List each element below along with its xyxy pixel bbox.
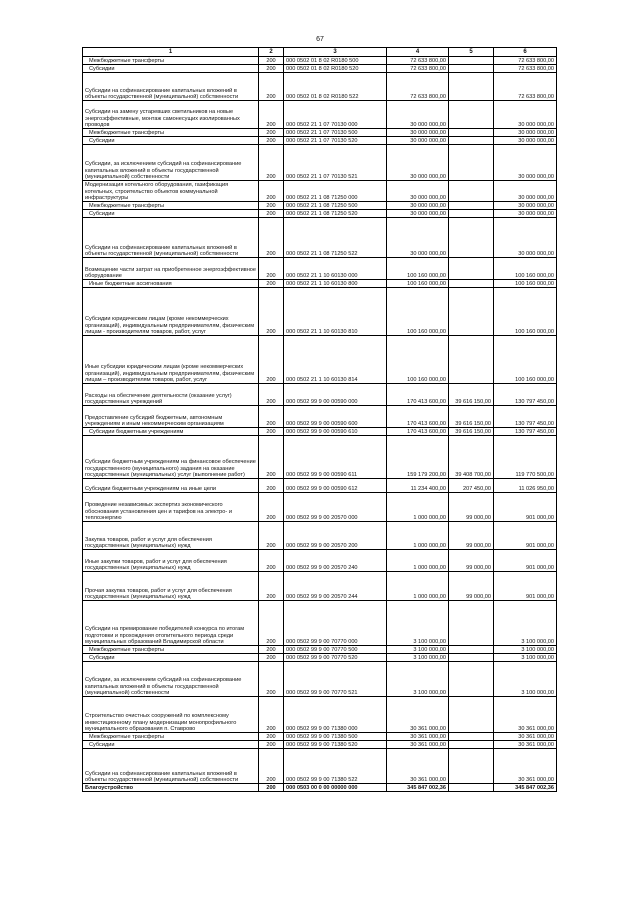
row-budget-code: 000 0502 99 9 00 20570 240 — [284, 550, 387, 572]
table-row — [83, 137, 557, 145]
row-name: Субсидии — [83, 210, 259, 218]
row-budget-code: 000 0502 21 1 08 71250 520 — [284, 210, 387, 218]
table-row — [83, 73, 557, 101]
row-name: Возмещение части затрат на приобретенное энергоэффективное оборудование — [83, 258, 259, 280]
row-amount-total: 3 100 000,00 — [387, 601, 449, 646]
budget-table — [82, 47, 557, 792]
row-amount-col6: 901 000,00 — [494, 572, 557, 601]
table-row — [83, 697, 557, 733]
row-name: Предоставление субсидий бюджетным, автономным учреждениям и иным некоммерческим организациям — [83, 406, 259, 428]
row-amount-total: 100 160 000,00 — [387, 280, 449, 288]
row-budget-code: 000 0502 99 9 00 00590 612 — [284, 479, 387, 493]
row-budget-code: 000 0502 21 1 07 70130 521 — [284, 145, 387, 181]
row-amount-col6: 119 770 500,00 — [494, 436, 557, 479]
row-amount-col5 — [449, 280, 494, 288]
row-budget-code: 000 0502 21 1 10 60130 810 — [284, 288, 387, 336]
row-amount-total: 170 413 600,00 — [387, 384, 449, 406]
row-amount-total: 11 234 400,00 — [387, 479, 449, 493]
row-admin-code: 200 — [259, 181, 284, 202]
row-amount-total: 3 100 000,00 — [387, 654, 449, 662]
row-amount-total: 30 361 000,00 — [387, 697, 449, 733]
table-row — [83, 733, 557, 741]
row-name: Субсидии на софинансирование капитальных вложений в объекты государственной (муниципальной) собственности — [83, 73, 259, 101]
row-amount-total: 30 000 000,00 — [387, 181, 449, 202]
row-amount-col5 — [449, 65, 494, 73]
row-budget-code: 000 0502 99 9 00 20570 200 — [284, 522, 387, 550]
row-amount-col6: 130 797 450,00 — [494, 384, 557, 406]
table-row — [83, 258, 557, 280]
table-row — [83, 129, 557, 137]
row-admin-code: 200 — [259, 493, 284, 522]
table-row — [83, 406, 557, 428]
row-budget-code: 000 0502 99 9 00 70770 520 — [284, 654, 387, 662]
row-admin-code: 200 — [259, 479, 284, 493]
row-budget-code: 000 0502 99 9 00 00590 600 — [284, 406, 387, 428]
table-row — [83, 280, 557, 288]
row-name: Проведение независимых экспертиз экономического обоснования установления цен и тарифов на электро- и теплоэнергию — [83, 493, 259, 522]
table-row — [83, 181, 557, 202]
row-amount-col6: 100 160 000,00 — [494, 336, 557, 384]
row-name: Субсидии бюджетным учреждениям на финансовое обеспечение государственного (муниципального) задания на оказание государственных (муниципальных) услуг (выполнение работ) — [83, 436, 259, 479]
row-amount-col5: 39 616 150,00 — [449, 428, 494, 436]
table-row — [83, 479, 557, 493]
row-name: Межбюджетные трансферты — [83, 129, 259, 137]
row-admin-code: 200 — [259, 522, 284, 550]
row-amount-col5 — [449, 662, 494, 697]
table-row — [83, 601, 557, 646]
row-name: Субсидии бюджетным учреждениям — [83, 428, 259, 436]
row-amount-col6: 130 797 450,00 — [494, 428, 557, 436]
row-amount-total: 30 361 000,00 — [387, 749, 449, 784]
row-amount-col6: 30 000 000,00 — [494, 129, 557, 137]
row-amount-col6: 3 100 000,00 — [494, 662, 557, 697]
row-admin-code: 200 — [259, 733, 284, 741]
row-amount-col6: 901 000,00 — [494, 493, 557, 522]
row-amount-total: 30 000 000,00 — [387, 210, 449, 218]
row-amount-col6: 30 361 000,00 — [494, 749, 557, 784]
row-amount-total: 345 847 002,36 — [387, 784, 449, 792]
table-body — [83, 57, 557, 792]
row-budget-code: 000 0502 01 8 02 R0180 520 — [284, 65, 387, 73]
row-admin-code: 200 — [259, 741, 284, 749]
row-amount-col6: 100 160 000,00 — [494, 258, 557, 280]
row-amount-col5: 39 616 150,00 — [449, 406, 494, 428]
row-budget-code: 000 0502 99 9 00 20570 000 — [284, 493, 387, 522]
table-row — [83, 436, 557, 479]
row-amount-total: 72 633 800,00 — [387, 65, 449, 73]
row-amount-col6: 100 160 000,00 — [494, 288, 557, 336]
row-admin-code: 200 — [259, 662, 284, 697]
table-row — [83, 493, 557, 522]
row-amount-col6: 11 026 950,00 — [494, 479, 557, 493]
row-name: Прочая закупка товаров, работ и услуг для обеспечения государственных (муниципальных) нужд — [83, 572, 259, 601]
row-budget-code: 000 0502 99 9 00 71380 000 — [284, 697, 387, 733]
row-name: Субсидии — [83, 65, 259, 73]
row-amount-col6: 72 633 800,00 — [494, 57, 557, 65]
row-budget-code: 000 0502 21 1 10 60130 000 — [284, 258, 387, 280]
row-amount-col5 — [449, 210, 494, 218]
row-amount-col5 — [449, 733, 494, 741]
row-amount-total: 30 000 000,00 — [387, 101, 449, 129]
row-budget-code: 000 0502 21 1 08 71250 000 — [284, 181, 387, 202]
row-name: Субсидии бюджетным учреждениям на иные цели — [83, 479, 259, 493]
row-budget-code: 000 0502 21 1 10 60130 800 — [284, 280, 387, 288]
row-amount-col5: 39 616 150,00 — [449, 384, 494, 406]
row-amount-col5: 99 000,00 — [449, 493, 494, 522]
row-amount-col6: 30 000 000,00 — [494, 210, 557, 218]
table-row — [83, 522, 557, 550]
table-row — [83, 384, 557, 406]
row-budget-code: 000 0502 01 8 02 R0180 522 — [284, 73, 387, 101]
table-row — [83, 145, 557, 181]
row-amount-col5 — [449, 129, 494, 137]
row-amount-col6: 901 000,00 — [494, 550, 557, 572]
row-budget-code: 000 0502 99 9 00 00590 610 — [284, 428, 387, 436]
row-amount-col5 — [449, 601, 494, 646]
row-name: Благоустройство — [83, 784, 259, 792]
page-number: 67 — [316, 36, 324, 43]
row-amount-col5 — [449, 258, 494, 280]
row-amount-total: 100 160 000,00 — [387, 288, 449, 336]
row-name: Расходы на обеспечение деятельности (оказание услуг) государственных учреждений — [83, 384, 259, 406]
row-admin-code: 200 — [259, 784, 284, 792]
table-row — [83, 784, 557, 792]
row-amount-total: 100 160 000,00 — [387, 336, 449, 384]
row-budget-code: 000 0502 21 1 10 60130 814 — [284, 336, 387, 384]
table-row — [83, 202, 557, 210]
row-admin-code: 200 — [259, 65, 284, 73]
row-budget-code: 000 0502 21 1 07 70130 500 — [284, 129, 387, 137]
row-amount-col5 — [449, 145, 494, 181]
row-amount-col6: 3 100 000,00 — [494, 646, 557, 654]
table-row — [83, 65, 557, 73]
row-admin-code: 200 — [259, 218, 284, 258]
table-row — [83, 572, 557, 601]
row-amount-total: 30 361 000,00 — [387, 741, 449, 749]
row-amount-col6: 30 000 000,00 — [494, 218, 557, 258]
row-admin-code: 200 — [259, 145, 284, 181]
row-name: Иные субсидии юридическим лицам (кроме некоммерческих организаций), индивидуальным предпринимателям, физическим лицам – производителям товаров, работ, услуг — [83, 336, 259, 384]
row-admin-code: 200 — [259, 572, 284, 601]
row-admin-code: 200 — [259, 697, 284, 733]
header-col-3: 3 — [284, 48, 387, 57]
row-admin-code: 200 — [259, 202, 284, 210]
row-admin-code: 200 — [259, 436, 284, 479]
row-amount-col6: 345 847 002,36 — [494, 784, 557, 792]
row-amount-total: 30 000 000,00 — [387, 145, 449, 181]
row-budget-code: 000 0502 99 9 00 00590 000 — [284, 384, 387, 406]
row-amount-col6: 100 160 000,00 — [494, 280, 557, 288]
table-row — [83, 550, 557, 572]
row-amount-col6: 72 633 800,00 — [494, 65, 557, 73]
header-col-2: 2 — [259, 48, 284, 57]
row-amount-col6: 30 361 000,00 — [494, 733, 557, 741]
row-amount-total: 72 633 800,00 — [387, 57, 449, 65]
row-amount-col6: 30 000 000,00 — [494, 181, 557, 202]
row-admin-code: 200 — [259, 654, 284, 662]
row-admin-code: 200 — [259, 288, 284, 336]
row-amount-col6: 30 000 000,00 — [494, 202, 557, 210]
row-amount-col5: 39 408 700,00 — [449, 436, 494, 479]
header-row — [83, 48, 557, 57]
row-admin-code: 200 — [259, 384, 284, 406]
row-amount-total: 30 000 000,00 — [387, 137, 449, 145]
table-row — [83, 654, 557, 662]
row-amount-total: 30 000 000,00 — [387, 129, 449, 137]
table-row — [83, 288, 557, 336]
row-amount-col5 — [449, 57, 494, 65]
row-name: Иные бюджетные ассигнования — [83, 280, 259, 288]
row-amount-total: 170 413 600,00 — [387, 406, 449, 428]
row-budget-code: 000 0502 01 8 02 R0180 500 — [284, 57, 387, 65]
row-amount-col5 — [449, 181, 494, 202]
row-budget-code: 000 0502 21 1 07 70130 000 — [284, 101, 387, 129]
row-name: Субсидии — [83, 741, 259, 749]
row-amount-col5 — [449, 784, 494, 792]
row-amount-col6: 30 000 000,00 — [494, 137, 557, 145]
row-name: Закупка товаров, работ и услуг для обеспечения государственных (муниципальных) нужд — [83, 522, 259, 550]
table-row — [83, 749, 557, 784]
row-admin-code: 200 — [259, 258, 284, 280]
row-amount-total: 159 179 200,00 — [387, 436, 449, 479]
row-amount-col6: 30 000 000,00 — [494, 145, 557, 181]
row-amount-col5 — [449, 741, 494, 749]
table-row — [83, 218, 557, 258]
row-amount-col5 — [449, 654, 494, 662]
row-budget-code: 000 0502 21 1 07 70130 520 — [284, 137, 387, 145]
row-amount-col5 — [449, 101, 494, 129]
row-amount-col6: 901 000,00 — [494, 522, 557, 550]
row-amount-total: 1 000 000,00 — [387, 493, 449, 522]
row-amount-col5 — [449, 202, 494, 210]
row-budget-code: 000 0502 99 9 00 71380 500 — [284, 733, 387, 741]
table-row — [83, 210, 557, 218]
row-amount-col6: 30 361 000,00 — [494, 697, 557, 733]
row-name: Субсидии на замену устаревших светильников на новые энергоэффективные, монтаж самонесущих изолированных проводов — [83, 101, 259, 129]
row-amount-col5: 99 000,00 — [449, 550, 494, 572]
row-amount-col6: 30 361 000,00 — [494, 741, 557, 749]
row-amount-col5 — [449, 646, 494, 654]
row-budget-code: 000 0502 99 9 00 20570 244 — [284, 572, 387, 601]
row-admin-code: 200 — [259, 210, 284, 218]
row-name: Строительство очистных сооружений по комплексному инвестиционному плану модернизации монопрофильного муниципального образования п. Ставрово — [83, 697, 259, 733]
table-row — [83, 336, 557, 384]
row-name: Субсидии — [83, 654, 259, 662]
row-admin-code: 200 — [259, 129, 284, 137]
header-col-5: 5 — [449, 48, 494, 57]
row-budget-code: 000 0502 99 9 00 70770 000 — [284, 601, 387, 646]
row-amount-total: 30 000 000,00 — [387, 202, 449, 210]
row-amount-col5 — [449, 749, 494, 784]
row-amount-col6: 3 100 000,00 — [494, 601, 557, 646]
table-row — [83, 428, 557, 436]
row-amount-total: 1 000 000,00 — [387, 522, 449, 550]
row-name: Субсидии — [83, 137, 259, 145]
row-name: Модернизация котельного оборудования, газификация котельных, строительство объектов коммунальной инфраструктуры — [83, 181, 259, 202]
table-row — [83, 646, 557, 654]
row-name: Межбюджетные трансферты — [83, 733, 259, 741]
row-amount-total: 30 000 000,00 — [387, 218, 449, 258]
row-name: Субсидии на премирование победителей конкурса по итогам подготовки и прохождения отопительного периода среди муниципальных образований Владимирской области — [83, 601, 259, 646]
table-row — [83, 101, 557, 129]
row-amount-total: 72 633 800,00 — [387, 73, 449, 101]
row-name: Субсидии юридическим лицам (кроме некоммерческих организаций), индивидуальным предпринимателям, физическим лицам - производителям товаров, работ, услуг — [83, 288, 259, 336]
row-amount-total: 170 413 600,00 — [387, 428, 449, 436]
row-admin-code: 200 — [259, 601, 284, 646]
row-admin-code: 200 — [259, 646, 284, 654]
row-amount-col5: 99 000,00 — [449, 522, 494, 550]
table-row — [83, 57, 557, 65]
row-amount-col5: 207 450,00 — [449, 479, 494, 493]
header-col-1: 1 — [83, 48, 259, 57]
row-amount-col5 — [449, 137, 494, 145]
row-amount-total: 100 160 000,00 — [387, 258, 449, 280]
row-admin-code: 200 — [259, 428, 284, 436]
row-amount-col5 — [449, 336, 494, 384]
row-name: Иные закупки товаров, работ и услуг для обеспечения государственных (муниципальных) нужд — [83, 550, 259, 572]
row-admin-code: 200 — [259, 749, 284, 784]
row-budget-code: 000 0502 99 9 00 71380 520 — [284, 741, 387, 749]
table-row — [83, 741, 557, 749]
row-amount-total: 30 361 000,00 — [387, 733, 449, 741]
row-admin-code: 200 — [259, 101, 284, 129]
row-budget-code: 000 0502 21 1 08 71250 500 — [284, 202, 387, 210]
row-amount-col5 — [449, 697, 494, 733]
row-name: Субсидии на софинансирование капитальных вложений в объекты государственной (муниципальной) собственности — [83, 218, 259, 258]
table-row — [83, 662, 557, 697]
row-amount-col6: 130 797 450,00 — [494, 406, 557, 428]
row-amount-col5: 99 000,00 — [449, 572, 494, 601]
row-name: Субсидии, за исключением субсидий на софинансирование капитальных вложений в объекты государственной (муниципальной) собственности — [83, 145, 259, 181]
row-amount-total: 1 000 000,00 — [387, 572, 449, 601]
row-budget-code: 000 0502 99 9 00 71380 522 — [284, 749, 387, 784]
row-amount-col6: 3 100 000,00 — [494, 654, 557, 662]
row-admin-code: 200 — [259, 550, 284, 572]
row-budget-code: 000 0502 99 9 00 00590 611 — [284, 436, 387, 479]
header-col-6: 6 — [494, 48, 557, 57]
row-name: Межбюджетные трансферты — [83, 202, 259, 210]
row-admin-code: 200 — [259, 280, 284, 288]
header-col-4: 4 — [387, 48, 449, 57]
row-amount-col6: 72 633 800,00 — [494, 73, 557, 101]
row-budget-code: 000 0502 99 9 00 70770 500 — [284, 646, 387, 654]
row-amount-col5 — [449, 218, 494, 258]
row-budget-code: 000 0502 99 9 00 70770 521 — [284, 662, 387, 697]
row-name: Межбюджетные трансферты — [83, 57, 259, 65]
row-budget-code: 000 0503 00 0 00 00000 000 — [284, 784, 387, 792]
row-amount-total: 3 100 000,00 — [387, 662, 449, 697]
row-name: Субсидии, за исключением субсидий на софинансирование капитальных вложений в объекты государственной (муниципальной) собственности — [83, 662, 259, 697]
row-admin-code: 200 — [259, 137, 284, 145]
row-budget-code: 000 0502 21 1 08 71250 522 — [284, 218, 387, 258]
row-amount-col5 — [449, 288, 494, 336]
row-amount-total: 1 000 000,00 — [387, 550, 449, 572]
row-admin-code: 200 — [259, 57, 284, 65]
row-admin-code: 200 — [259, 73, 284, 101]
row-amount-col5 — [449, 73, 494, 101]
row-name: Межбюджетные трансферты — [83, 646, 259, 654]
row-amount-col6: 30 000 000,00 — [494, 101, 557, 129]
row-amount-total: 3 100 000,00 — [387, 646, 449, 654]
row-admin-code: 200 — [259, 406, 284, 428]
row-admin-code: 200 — [259, 336, 284, 384]
row-name: Субсидии на софинансирование капитальных вложений в объекты государственной (муниципальной) собственности — [83, 749, 259, 784]
